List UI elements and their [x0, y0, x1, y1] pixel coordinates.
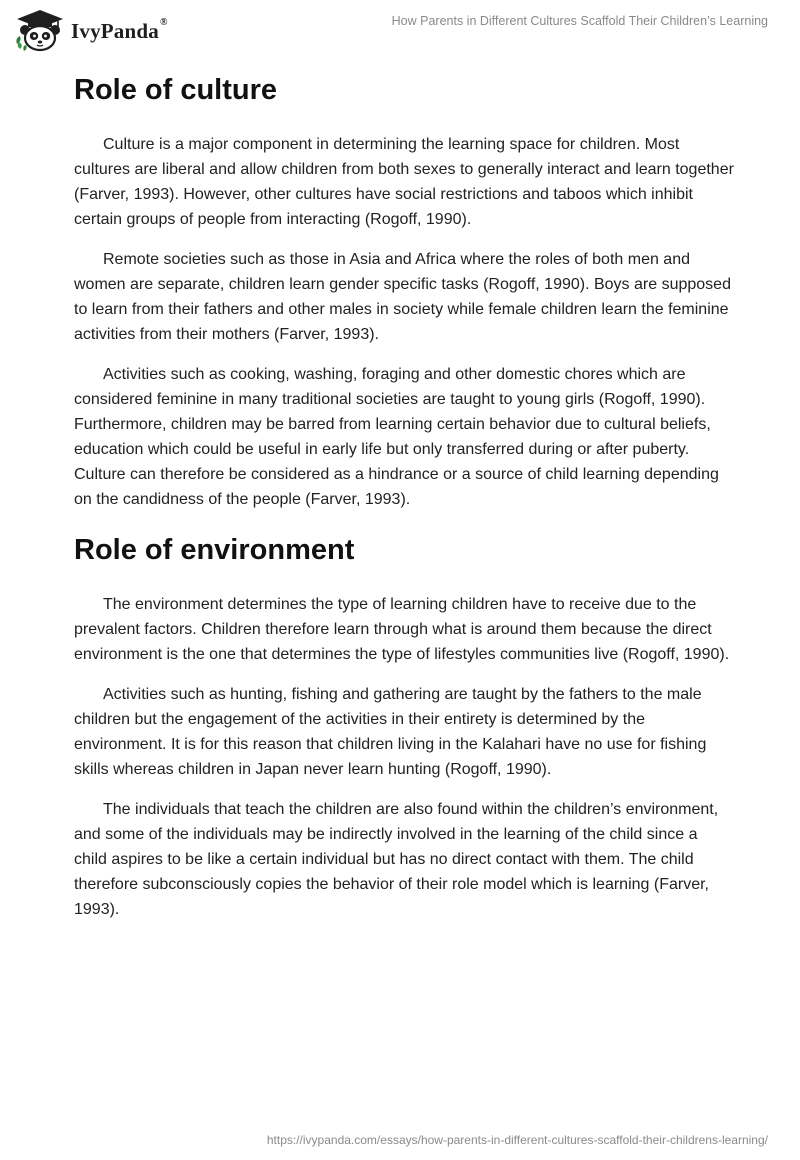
- paragraph: Activities such as hunting, fishing and gathering are taught by the fathers to the male children but the engagement of the activities in their entirety is determined by the environment. It is for this reason that children living in the Kalahari have no use for fishing skills whereas children in Japan never learn hunting (Rogoff, 1990).: [74, 686, 707, 778]
- section-heading-environment: Role of environment: [74, 534, 355, 566]
- ivypanda-logo[interactable]: [14, 8, 168, 52]
- brand-text: IvyPanda: [71, 18, 159, 43]
- paragraph: Remote societies such as those in Asia and Africa where the roles of both men and women are separate, children learn gender specific tasks (Rogoff, 1990). Boys are supposed to learn from their fathers and other males in society while female children learn the feminine activities from their mothers (Farver, 1993).: [74, 251, 731, 343]
- panda-graduate-logo-icon: [14, 8, 66, 52]
- registered-mark: ®: [159, 16, 168, 28]
- page-header: [0, 0, 800, 62]
- paragraph: Activities such as cooking, washing, foraging and other domestic chores which are considered feminine in many traditional societies are taught to young girls (Rogoff, 1990). Furthermore, children may be barred from learning certain behavior due to cultural beliefs, education which could be useful in early life but only transferred during or after puberty. Culture can therefore be considered as a hindrance or a source of child learning depending on the candidness of the people (Farver, 1993).: [74, 366, 719, 508]
- document-title: How Parents in Different Cultures Scaffold Their Children’s Learning: [391, 14, 768, 28]
- article-body: [74, 70, 734, 937]
- section-heading-culture: Role of culture: [74, 74, 278, 106]
- paragraph: Culture is a major component in determining the learning space for children. Most cultures are liberal and allow children from both sexes to generally interact and learn together (Farver, 1993). However, other cultures have social restrictions and taboos which inhibit certain groups of people from interacting (Rogoff, 1990).: [74, 136, 734, 228]
- paragraph: The environment determines the type of learning children have to receive due to the prevalent factors. Children therefore learn through what is around them because the direct environment is the one that determines the type of lifestyles communities live (Rogoff, 1990).: [74, 596, 730, 663]
- paragraph: The individuals that teach the children are also found within the children’s environment, and some of the individuals may be indirectly involved in the learning of the child since a child aspires to be like a certain individual but has no direct contact with them. The child therefore subconsciously copies the behavior of their role model which is learning (Farver, 1993).: [74, 801, 719, 918]
- source-url[interactable]: https://ivypanda.com/essays/how-parents-in-different-cultures-scaffold-their-childrens-learning/: [266, 1133, 768, 1147]
- brand-name: [71, 16, 168, 44]
